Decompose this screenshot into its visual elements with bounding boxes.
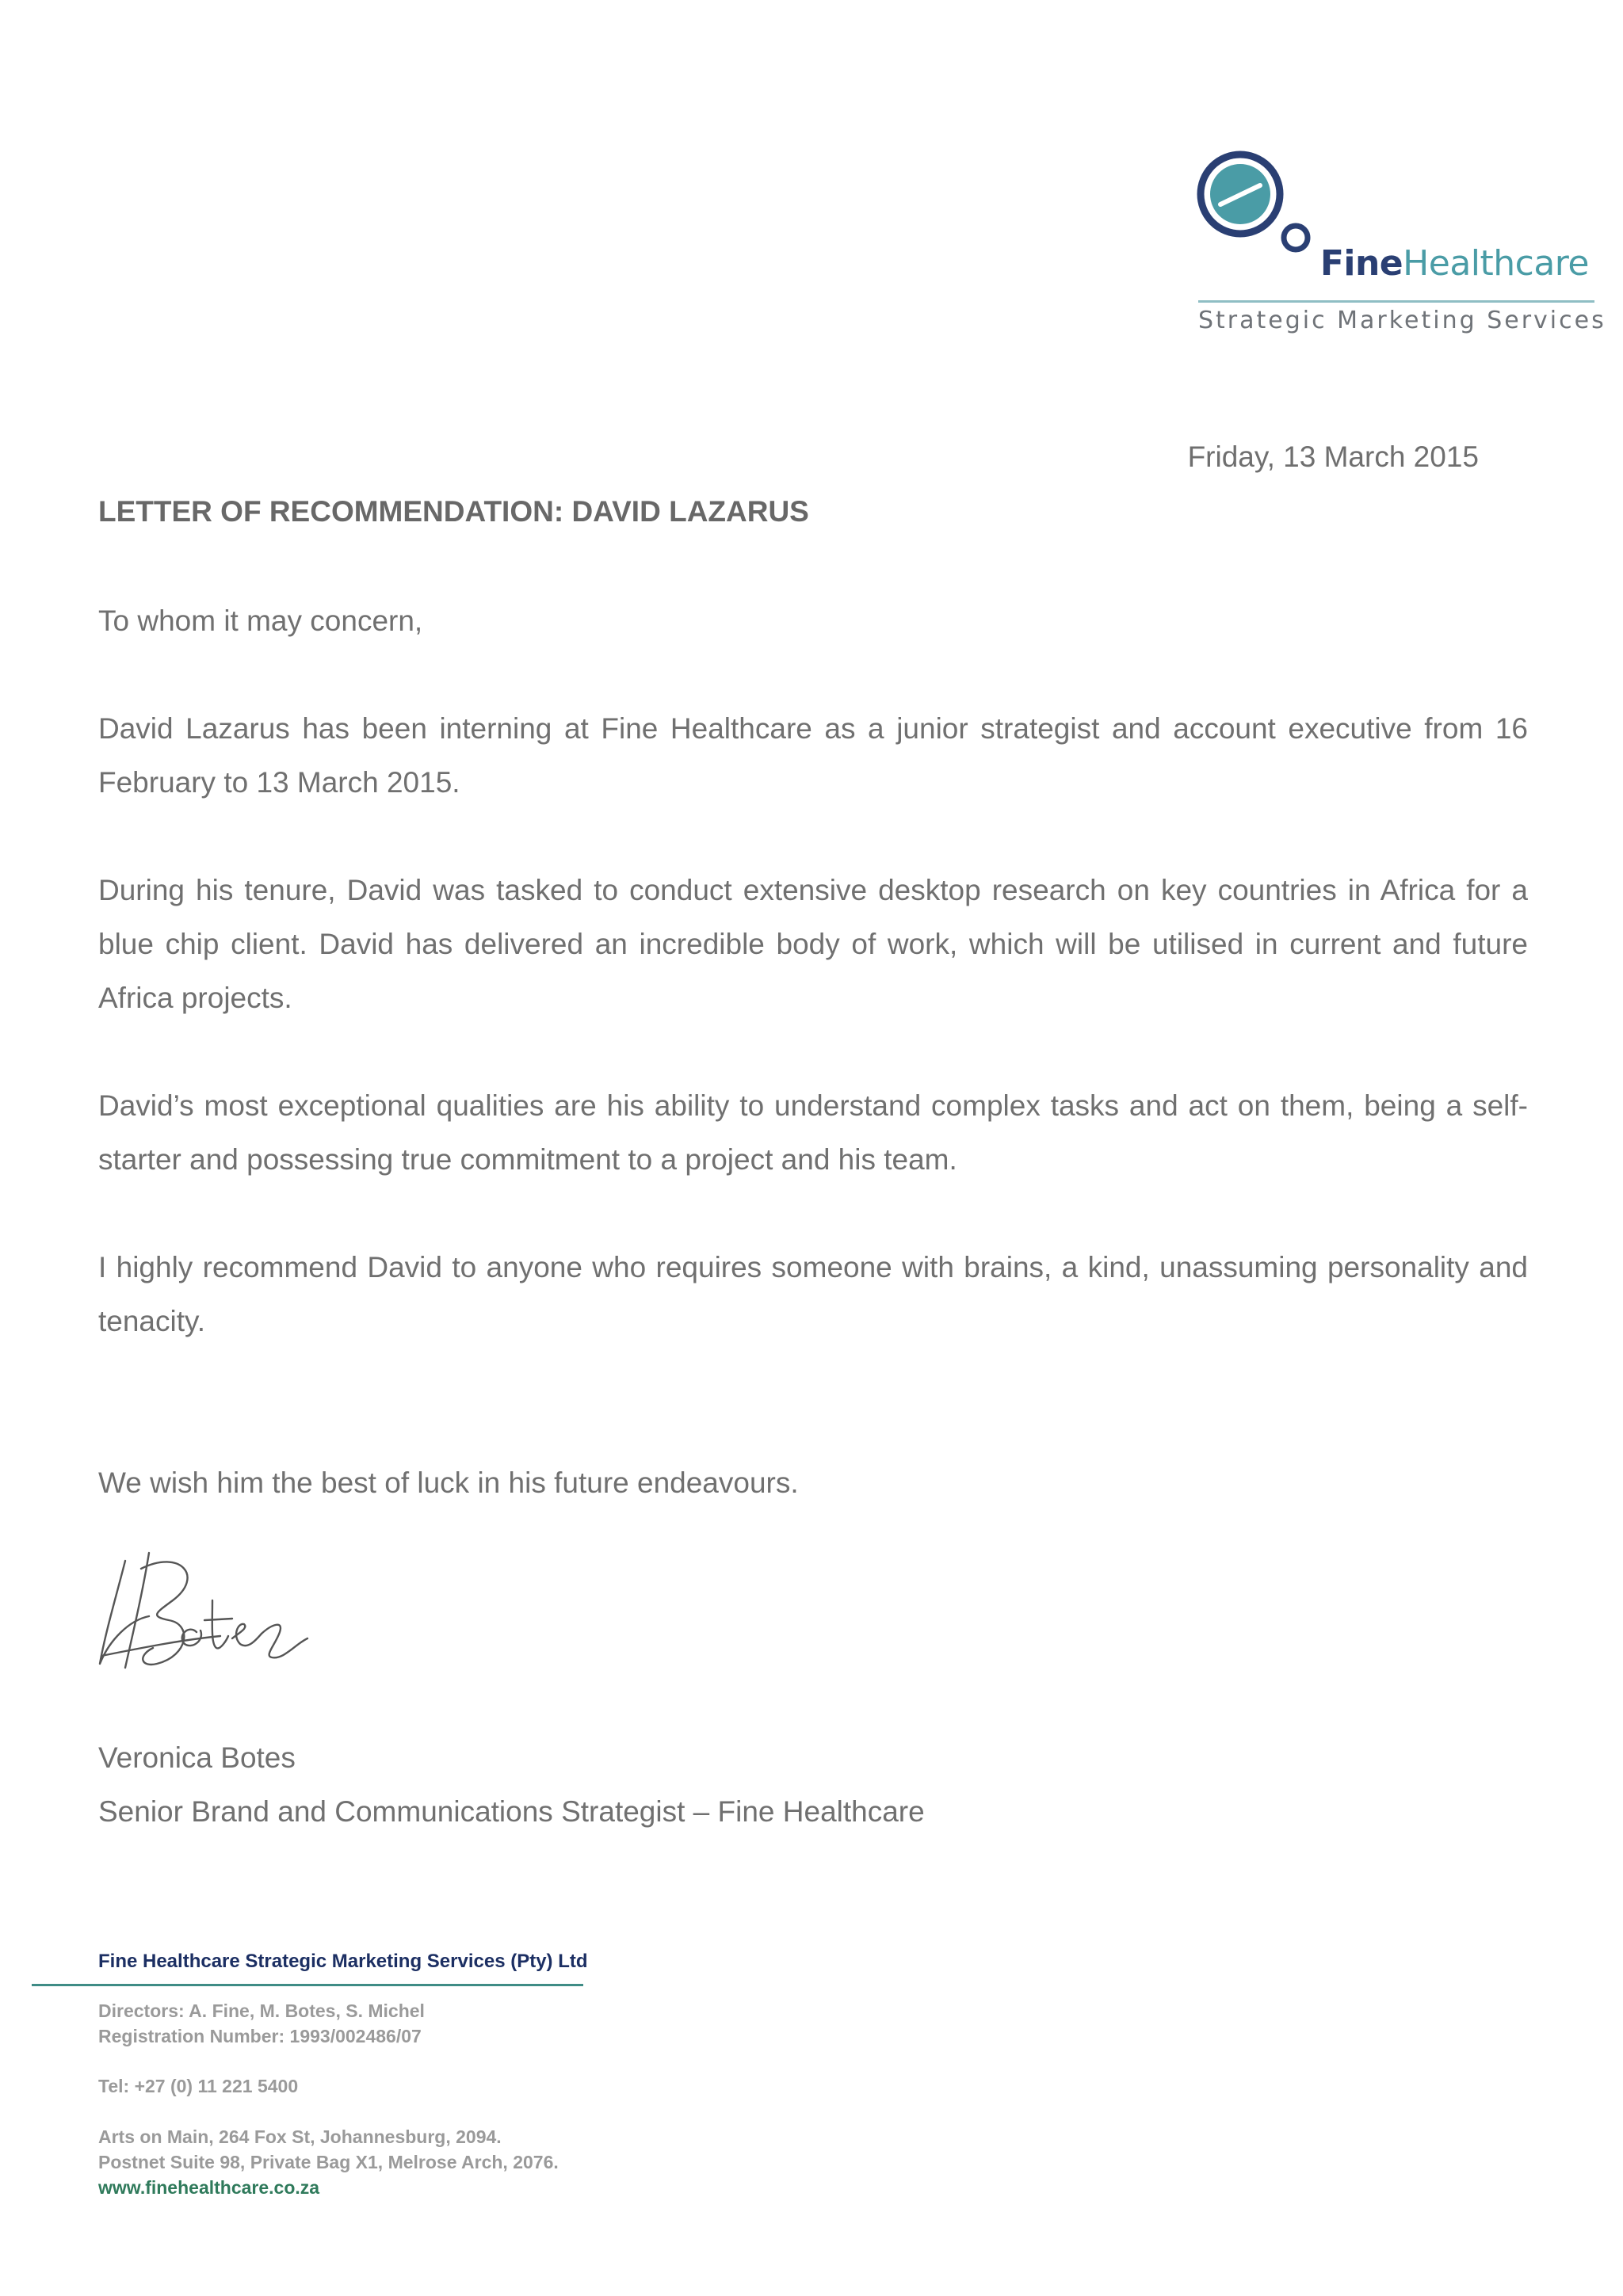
footer-address-street: Arts on Main, 264 Fox St, Johannesburg, 2094.	[98, 2126, 502, 2147]
logo-brand-name	[1304, 243, 1589, 284]
closing-line: We wish him the best of luck in his future endeavours.	[98, 1466, 799, 1499]
signer-name: Veronica Botes	[98, 1741, 296, 1774]
handwritten-signature	[94, 1545, 315, 1680]
logo-brand-bold: Fine	[1319, 243, 1403, 284]
paragraph: David Lazarus has been interning at Fine Healthcare as a junior strategist and account executive from 16 February to 13 March 2015.	[98, 712, 1528, 799]
company-logo	[1189, 147, 1606, 345]
logo-brand-light: Healthcare	[1403, 243, 1589, 284]
logo-tagline: Strategic Marketing Services	[1198, 307, 1606, 334]
signer-title: Senior Brand and Communications Strategist – Fine Healthcare	[98, 1795, 925, 1828]
footer-directors: Directors: A. Fine, M. Botes, S. Michel	[98, 2000, 425, 2021]
logo-mark-icon	[1197, 151, 1323, 257]
logo-divider	[1198, 300, 1594, 303]
footer-company-name: Fine Healthcare Strategic Marketing Services (Pty) Ltd	[98, 1951, 588, 1972]
footer-telephone: Tel: +27 (0) 11 221 5400	[98, 2076, 299, 2096]
paragraph: David’s most exceptional qualities are his ability to understand complex tasks and act on them, being a self-starter and possessing true commitment to a project and his team.	[98, 1089, 1528, 1176]
footer-divider	[32, 1984, 583, 1986]
letter-date: Friday, 13 March 2015	[1187, 441, 1479, 473]
footer-address-postal: Postnet Suite 98, Private Bag X1, Melrose Arch, 2076.	[98, 2152, 559, 2172]
letter-subject: LETTER OF RECOMMENDATION: DAVID LAZARUS	[98, 495, 809, 528]
salutation: To whom it may concern,	[98, 605, 423, 637]
footer-registration: Registration Number: 1993/002486/07	[98, 2026, 422, 2046]
footer-website-link[interactable]: www.finehealthcare.co.za	[98, 2177, 320, 2198]
paragraph: I highly recommend David to anyone who requires someone with brains, a kind, unassuming personality and tenacity.	[98, 1251, 1528, 1337]
paragraph: During his tenure, David was tasked to conduct extensive desktop research on key countries in Africa for a blue chip client. David has delivered an incredible body of work, which will be utilised in current and future Africa projects.	[98, 874, 1528, 1014]
